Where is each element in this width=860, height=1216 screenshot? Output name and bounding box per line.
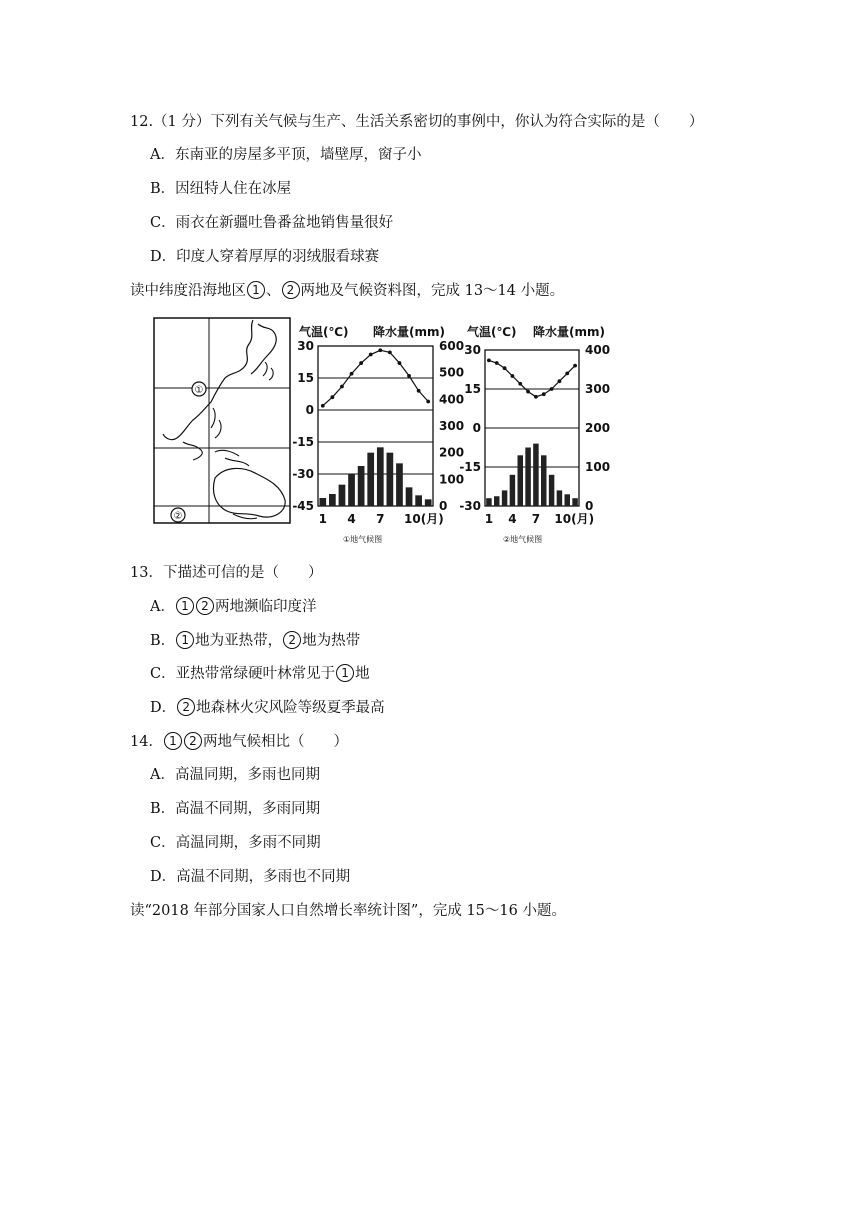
chart2-temp-header: 气温(℃) <box>467 325 517 339</box>
temp-point <box>518 382 522 386</box>
temp-tick-label: -15 <box>292 435 314 449</box>
chart-caption: ②地气候图 <box>503 535 543 544</box>
precip-bar <box>494 496 499 506</box>
map-mark-1: ① <box>194 385 204 396</box>
temp-point <box>359 361 363 365</box>
temp-tick-label: 30 <box>297 339 314 353</box>
temp-line <box>489 360 575 396</box>
temp-point <box>330 395 334 399</box>
precip-tick-label: 300 <box>439 419 465 433</box>
temp-tick-label: -15 <box>459 460 481 474</box>
temp-point <box>565 372 569 376</box>
temp-point <box>321 404 325 408</box>
precip-bar <box>396 463 403 506</box>
precip-bar <box>518 455 523 506</box>
precip-bar <box>557 490 562 506</box>
climate-chart-2 <box>459 324 610 544</box>
precip-bar <box>572 498 577 506</box>
temp-point <box>495 361 499 365</box>
temp-point <box>534 395 538 399</box>
precip-tick-label: 100 <box>585 460 611 474</box>
precip-bar <box>319 498 326 506</box>
temp-point <box>503 366 507 370</box>
temp-tick-label: 0 <box>472 421 481 435</box>
temp-point <box>558 379 562 383</box>
precip-tick-label: 200 <box>585 421 611 435</box>
temp-point <box>426 400 430 404</box>
q14-stem: 14． 1 2 两地气候相比（ ） <box>130 734 348 750</box>
temp-point <box>573 364 577 368</box>
q14-option-b: B．高温不同期，多雨同期 <box>150 801 321 817</box>
map-mark-2: ② <box>173 511 183 522</box>
month-tick-label: 10(月) <box>404 512 444 526</box>
precip-tick-label: 300 <box>585 382 611 396</box>
temp-point <box>378 348 382 352</box>
q13-option-d: D． 2 地森林火灾风险等级夏季最高 <box>150 700 385 716</box>
q13-option-c: C．亚热带常绿硬叶林常见于 1 地 <box>150 666 370 682</box>
q13-option-a: A． 1 2 两地濒临印度洋 <box>150 599 317 615</box>
q13-stem: 13．下描述可信的是（ ） <box>130 565 323 581</box>
chart1-precip-header: 降水量(mm) <box>373 325 445 339</box>
month-tick-label: 4 <box>347 512 356 526</box>
climate-chart-1 <box>292 324 464 544</box>
precip-bar <box>510 475 515 506</box>
temp-tick-label: 30 <box>464 343 481 357</box>
temp-tick-label: -30 <box>459 499 481 513</box>
chart-caption: ①地气候图 <box>343 535 383 544</box>
month-tick-label: 1 <box>484 512 494 526</box>
precip-bar <box>358 466 365 506</box>
precip-tick-label: 600 <box>439 339 465 353</box>
chart1-temp-header: 气温(℃) <box>299 325 349 339</box>
precip-tick-label: 100 <box>439 472 465 487</box>
q12-option-b: B．因纽特人住在冰屋 <box>150 181 292 197</box>
intro-13-14: 读中纬度沿海地区 1 、 2 两地及气候资料图，完成 13～14 小题。 <box>130 283 565 299</box>
precip-bar <box>502 490 507 506</box>
location-map <box>154 318 290 523</box>
precip-bar <box>387 453 394 506</box>
precip-bar <box>348 474 355 506</box>
q12-option-d: D．印度人穿着厚厚的羽绒服看球赛 <box>150 249 380 265</box>
climate-figure <box>153 316 611 548</box>
temp-point <box>550 387 554 391</box>
month-tick-label: 7 <box>376 512 385 526</box>
month-tick-label: 1 <box>318 512 327 526</box>
temp-point <box>369 353 373 357</box>
temp-point <box>398 361 402 365</box>
q12-option-a: A．东南亚的房屋多平顶，墙壁厚，窗子小 <box>150 147 422 163</box>
month-tick-label: 7 <box>531 512 541 526</box>
month-tick-label: 4 <box>508 512 517 526</box>
temp-point <box>511 374 515 378</box>
precip-tick-label: 400 <box>439 392 465 407</box>
precip-tick-label: 400 <box>585 343 611 357</box>
temp-tick-label: 15 <box>297 371 314 385</box>
precip-bar <box>541 455 546 506</box>
q12-stem: 12.（1 分）下列有关气候与生产、生活关系密切的事例中，你认为符合实际的是（ ） <box>130 114 704 130</box>
temp-point <box>350 372 354 376</box>
precip-bar <box>406 487 413 506</box>
temp-point <box>417 389 421 393</box>
precip-bar <box>367 453 374 506</box>
temp-point <box>340 385 344 389</box>
climate-figure-svg <box>153 316 611 548</box>
precip-tick-label: 500 <box>439 365 465 380</box>
temp-tick-label: -30 <box>292 467 314 481</box>
precip-bar <box>425 499 432 506</box>
temp-point <box>388 351 392 355</box>
precip-tick-label: 200 <box>439 445 465 460</box>
temp-tick-label: 0 <box>305 403 314 417</box>
chart-frame <box>318 346 433 506</box>
precip-bar <box>533 444 538 506</box>
q14-option-a: A．高温同期，多雨也同期 <box>150 767 320 783</box>
precip-bar <box>549 475 554 506</box>
q14-option-d: D．高温不同期，多雨也不同期 <box>150 869 351 885</box>
precip-bar <box>339 485 346 506</box>
intro-15-16: 读“2018 年部分国家人口自然增长率统计图”，完成 15～16 小题。 <box>130 903 566 919</box>
precip-bar <box>525 448 530 507</box>
month-tick-label: 10(月) <box>554 512 595 526</box>
precip-tick-label: 0 <box>585 499 594 513</box>
q13-option-b: B． 1 地为亚热带， 2 地为热带 <box>150 633 361 649</box>
precip-bar <box>329 494 336 506</box>
temp-point <box>487 359 491 363</box>
temp-point <box>542 392 546 396</box>
precip-bar <box>415 495 422 506</box>
temp-point <box>407 374 411 378</box>
temp-tick-label: -45 <box>292 499 314 513</box>
precip-bar <box>377 447 384 506</box>
precip-bar <box>565 494 570 506</box>
precip-bar <box>486 498 491 506</box>
q14-option-c: C．高温同期，多雨不同期 <box>150 835 321 851</box>
temp-point <box>526 390 530 394</box>
chart2-precip-header: 降水量(mm) <box>533 325 605 339</box>
precip-tick-label: 0 <box>439 499 448 513</box>
q12-option-c: C．雨衣在新疆吐鲁番盆地销售量很好 <box>150 215 394 231</box>
temp-tick-label: 15 <box>464 382 481 396</box>
